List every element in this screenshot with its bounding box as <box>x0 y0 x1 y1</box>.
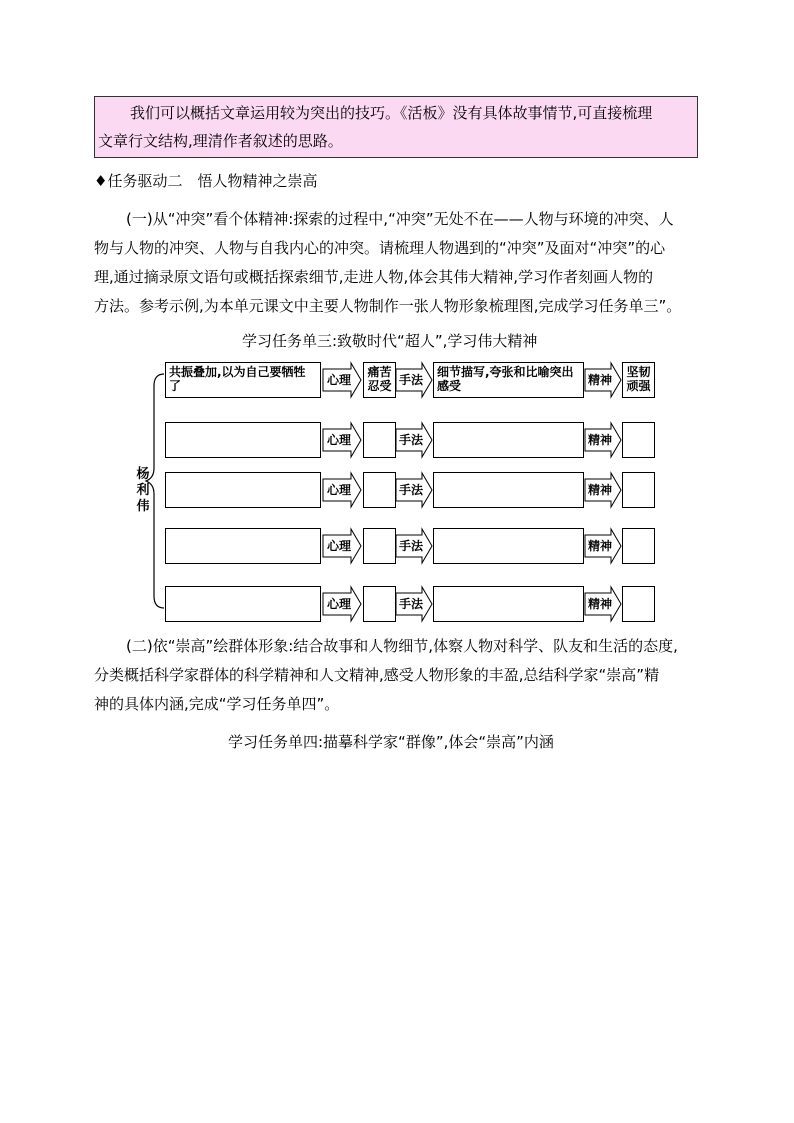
paragraph-line: (二)依“崇高”绘群体形象:结合故事和人物细节,体察人物对科学、队友和生活的态度, <box>126 637 678 655</box>
tip-box <box>94 96 698 158</box>
character-diagram <box>132 356 662 626</box>
paragraph-line: 理,通过摘录原文语句或概括探索细节,走进人物,体会其伟大精神,学习作者刻画人物的 <box>94 268 654 286</box>
arrow-label-jingshen: 精神 <box>587 373 612 387</box>
paragraph-line: (一)从“冲突”看个体精神:探索的过程中,“冲突”无处不在——人物与环境的冲突、人 <box>126 210 674 228</box>
arrow-label-jingshen: 精神 <box>587 433 612 447</box>
example-mind-box <box>363 362 396 398</box>
arrow-label-jingshen: 精神 <box>587 539 612 553</box>
arrow-label-shoufa: 手法 <box>398 483 423 497</box>
arrow-label-xinli: 心理 <box>326 539 351 553</box>
arrow-label-xinli: 心理 <box>326 597 351 611</box>
answer-box <box>364 423 396 458</box>
answer-box <box>166 587 321 622</box>
person-name: 杨利伟 <box>136 467 150 514</box>
row-boxes <box>166 423 655 622</box>
arrow-label-shoufa: 手法 <box>398 373 423 387</box>
example-method-text: 细节描写,夸张和比喻突出感受 <box>437 365 574 393</box>
arrow-label-shoufa: 手法 <box>398 433 423 447</box>
example-event-text: 共振叠加,以为自己要牺牲了 <box>169 365 306 393</box>
answer-box <box>166 473 321 508</box>
worksheet3-title: 学习任务单三:致敬时代“超人”,学习伟大精神 <box>242 332 538 350</box>
example-mind-text: 痛苦忍受 <box>367 365 392 393</box>
answer-box <box>623 473 655 508</box>
paragraph-conflict <box>94 205 700 321</box>
answer-box <box>434 587 584 622</box>
arrow-label-jingshen: 精神 <box>587 483 612 497</box>
arrow-label-shoufa: 手法 <box>398 539 423 553</box>
answer-box <box>364 473 396 508</box>
paragraph-line: 神的具体内涵,完成“学习任务单四”。 <box>94 695 340 713</box>
answer-box <box>166 529 321 564</box>
arrow-label-jingshen: 精神 <box>587 597 612 611</box>
arrow-label-xinli: 心理 <box>326 483 351 497</box>
tip-line-2: 文章行文结构,理清作者叙述的思路。 <box>98 132 343 150</box>
answer-box <box>364 529 396 564</box>
answer-box <box>166 423 321 458</box>
answer-box <box>623 423 655 458</box>
answer-box <box>434 473 584 508</box>
person-label <box>136 467 150 515</box>
answer-box <box>364 587 396 622</box>
paragraph-line: 方法。参考示例,为本单元课文中主要人物制作一张人物形象梳理图,完成学习任务单三”。 <box>94 297 682 315</box>
answer-box <box>623 529 655 564</box>
task2-heading: ♦任务驱动二 悟人物精神之崇高 <box>94 172 318 190</box>
arrow-label-shoufa: 手法 <box>398 597 423 611</box>
paragraph-line: 分类概括科学家群体的科学精神和人文精神,感受人物形象的丰盈,总结科学家“崇高”精 <box>94 666 660 684</box>
answer-box <box>434 423 584 458</box>
worksheet4-title: 学习任务单四:描摹科学家“群像”,体会“崇高”内涵 <box>228 733 554 751</box>
answer-box <box>434 529 584 564</box>
paragraph-sublime <box>94 632 700 719</box>
arrow-label-xinli: 心理 <box>326 433 351 447</box>
example-method-box <box>433 362 584 398</box>
example-event-box <box>165 362 321 398</box>
example-spirit-box <box>622 362 655 398</box>
answer-box <box>623 587 655 622</box>
example-spirit-text: 坚韧顽强 <box>626 365 651 393</box>
arrow-label-xinli: 心理 <box>326 373 351 387</box>
tip-line-1: 我们可以概括文章运用较为突出的技巧。《活板》没有具体故事情节,可直接梳理 <box>130 104 653 122</box>
paragraph-line: 物与人物的冲突、人物与自我内心的冲突。请梳理人物遇到的“冲突”及面对“冲突”的心 <box>94 239 666 257</box>
